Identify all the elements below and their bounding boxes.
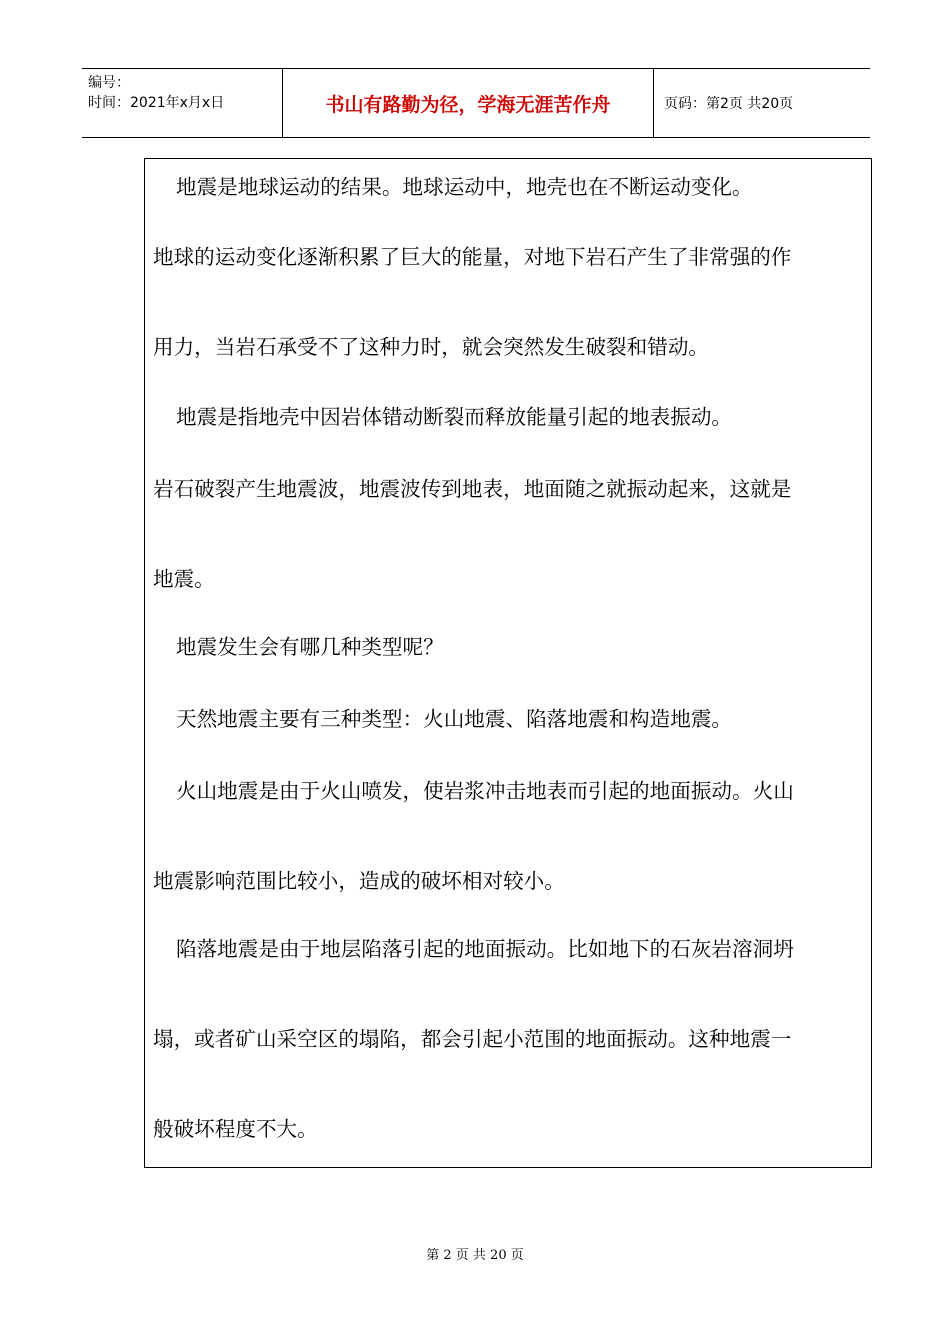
content-box bbox=[144, 158, 872, 1168]
text-line: 陷落地震是由于地层陷落引起的地面振动。比如地下的石灰岩溶洞坍 bbox=[176, 937, 794, 961]
header-meta bbox=[82, 69, 282, 137]
text-line: 地震是地球运动的结果。地球运动中，地壳也在不断运动变化。 bbox=[176, 175, 753, 199]
text-line: 地震发生会有哪几种类型呢？ bbox=[176, 635, 444, 659]
text-line: 岩石破裂产生地震波，地震波传到地表，地面随之就振动起来，这就是 bbox=[153, 477, 792, 501]
text-line: 般破坏程度不大。 bbox=[153, 1117, 318, 1141]
text-line: 地震是指地壳中因岩体错动断裂而释放能量引起的地表振动。 bbox=[176, 405, 733, 429]
document-date: 时间：2021年x月x日 bbox=[88, 95, 225, 111]
page-header bbox=[82, 68, 870, 138]
text-line: 塌，或者矿山采空区的塌陷，都会引起小范围的地面振动。这种地震一 bbox=[153, 1027, 792, 1051]
header-motto: 书山有路勤为径，学海无涯苦作舟 bbox=[282, 69, 654, 137]
text-line: 用力，当岩石承受不了这种力时，就会突然发生破裂和错动。 bbox=[153, 335, 710, 359]
text-line: 天然地震主要有三种类型：火山地震、陷落地震和构造地震。 bbox=[176, 707, 733, 731]
text-line: 火山地震是由于火山喷发，使岩浆冲击地表而引起的地面振动。火山 bbox=[176, 779, 794, 803]
document-number-label: 编号： bbox=[88, 75, 130, 91]
text-line: 地震影响范围比较小，造成的破坏相对较小。 bbox=[153, 869, 565, 893]
text-line: 地震。 bbox=[153, 567, 215, 591]
page-footer: 第 2 页 共 20 页 bbox=[426, 1248, 524, 1263]
header-page-info: 页码：第2页 共20页 bbox=[664, 96, 794, 112]
text-line: 地球的运动变化逐渐积累了巨大的能量，对地下岩石产生了非常强的作 bbox=[153, 245, 792, 269]
